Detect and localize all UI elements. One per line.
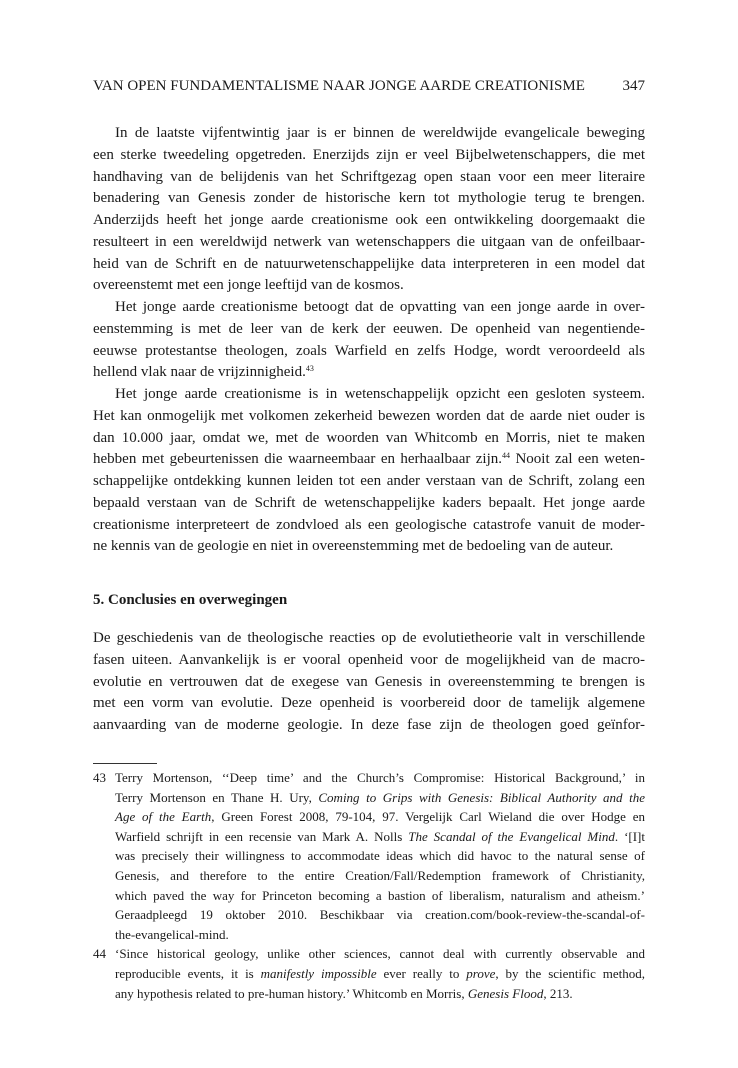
footnote-reference[interactable]: 43 bbox=[305, 364, 314, 374]
text-line bbox=[115, 886, 645, 906]
text-run: aanvaarding van de moderne geologie. In deze fase zijn de theologen goed geïnfor- bbox=[93, 717, 645, 733]
text-run: In de laatste vijfentwintig jaar is er binnen de wereldwijde evangelicale beweging bbox=[115, 125, 645, 141]
paragraph bbox=[93, 628, 645, 737]
text-line bbox=[93, 715, 645, 737]
text-line bbox=[93, 275, 645, 297]
text-line bbox=[115, 964, 645, 984]
section-heading: 5. Conclusies en overwegingen bbox=[93, 592, 288, 608]
italic-text: Coming to Grips with Genesis: Biblical Authority and the bbox=[318, 789, 645, 805]
running-title: VAN OPEN FUNDAMENTALISME NAAR JONGE AARDE CREATIONISME bbox=[93, 78, 585, 94]
text-line bbox=[93, 210, 645, 232]
footnote-number: 44 bbox=[93, 946, 106, 962]
text-line bbox=[93, 319, 645, 341]
text-run: , Green Forest 2008, 79-104, 97. Vergelijk Carl Wieland die over Hodge en bbox=[211, 809, 645, 825]
text-run: Warfield schrijft in een recensie van Mark A. Nolls bbox=[115, 828, 409, 844]
text-run: eeuwse protestantse theologen, zoals Warfield en zelfs Hodge, wordt veroordeeld als bbox=[93, 342, 645, 359]
text-run: benadering van Genesis zonder de historische kern tot mythologie terug te brengen. bbox=[93, 190, 645, 207]
paragraph bbox=[93, 384, 645, 558]
text-run: reproducible events, it is bbox=[115, 965, 261, 981]
body-text-continued bbox=[93, 628, 645, 737]
text-line bbox=[115, 905, 645, 925]
text-run: handhaving van de belijdenis van het Schriftgezag open staan voor een meer literaire bbox=[93, 168, 645, 185]
text-run: Het kan onmogelijk met volkomen zekerheid bewezen worden dat de aarde niet ouder is bbox=[93, 407, 645, 424]
text-line bbox=[93, 123, 645, 145]
text-line bbox=[93, 515, 645, 537]
text-run: creationisme interpreteert de zondvloed als een geologische catastrofe vanuit de moder- bbox=[93, 516, 645, 533]
text-run: the-evangelical-mind. bbox=[115, 926, 229, 942]
text-line bbox=[93, 693, 645, 715]
footnote-reference[interactable]: 44 bbox=[502, 451, 511, 461]
footnote-number: 43 bbox=[93, 770, 106, 785]
text-line bbox=[93, 672, 645, 694]
text-line bbox=[93, 145, 645, 167]
text-line bbox=[93, 650, 645, 672]
footnote-divider bbox=[93, 763, 157, 764]
italic-text: prove bbox=[466, 965, 496, 981]
text-run: een sterke tweedeling opgetreden. Enerzijds zijn er veel Bijbelwetenschappers, die met bbox=[93, 146, 645, 163]
italic-text: Genesis Flood bbox=[467, 985, 544, 1001]
text-line bbox=[115, 866, 645, 886]
text-line bbox=[115, 944, 645, 964]
text-line bbox=[93, 232, 645, 254]
footnote bbox=[93, 944, 645, 1003]
text-line bbox=[93, 188, 645, 210]
text-run: bepaald verstaan van de Schrift de wetenschappelijke kaders bepaalt. Het jonge aarde bbox=[93, 494, 645, 511]
text-line bbox=[93, 471, 645, 493]
text-run: overeenstemt met een jonge leeftijd van de kosmos. bbox=[93, 277, 404, 294]
text-line bbox=[93, 406, 645, 428]
text-run: met een vorm van evolutie. Deze openheid is voorbereid door de tamelijk algemene bbox=[93, 695, 645, 712]
text-run: Het jonge aarde creationisme betoogt dat de opvatting van een jonge aarde in over- bbox=[115, 299, 645, 315]
page-number: 347 bbox=[622, 78, 645, 94]
text-line bbox=[115, 768, 645, 788]
text-line bbox=[115, 807, 645, 827]
text-run: heid van de Schrift en de natuurwetenschappelijke data interpreteren in een model dat bbox=[93, 255, 645, 272]
body-text bbox=[93, 123, 645, 558]
text-line bbox=[115, 788, 645, 808]
text-line bbox=[93, 536, 645, 558]
text-run: Terry Mortenson en Thane H. Ury, bbox=[115, 789, 319, 805]
text-line bbox=[93, 297, 645, 319]
text-run: Anderzijds heeft het jonge aarde creationisme ook een ontwikkeling doorgemaakt die bbox=[93, 212, 645, 228]
text-run: Terry Mortenson, ‘‘Deep time’ and the Church’s Compromise: Historical Background,’ in bbox=[115, 770, 645, 785]
text-run: any hypothesis related to pre-human history.’ Whitcomb en Morris, bbox=[115, 985, 468, 1001]
text-line bbox=[93, 449, 645, 471]
text-line bbox=[93, 362, 645, 384]
text-line bbox=[115, 925, 645, 945]
paragraph bbox=[93, 297, 645, 384]
text-run: , 213. bbox=[543, 985, 573, 1001]
footnotes bbox=[93, 768, 645, 1003]
text-run: ne kennis van de geologie en niet in overeenstemming met de bedoeling van de auteur. bbox=[93, 538, 614, 555]
text-line bbox=[93, 493, 645, 515]
text-line bbox=[93, 254, 645, 276]
text-line bbox=[93, 628, 645, 650]
text-line bbox=[93, 428, 645, 450]
text-line bbox=[115, 846, 645, 866]
text-run: dan 10.000 jaar, omdat we, met de woorden van Whitcomb en Morris, niet te maken bbox=[93, 429, 645, 446]
text-run: eenstemming is met de leer van de kerk der eeuwen. De openheid van negentiende- bbox=[93, 320, 645, 337]
text-run: Genesis, and therefore to the entire Creation/Fall/Redemption framework of Christianity, bbox=[115, 867, 645, 883]
italic-text: manifestly impossible bbox=[260, 965, 377, 981]
italic-text: Age of the Earth bbox=[115, 809, 212, 825]
text-run: Nooit zal een weten- bbox=[510, 451, 645, 468]
text-line bbox=[93, 167, 645, 189]
text-line bbox=[115, 827, 645, 847]
paragraph bbox=[93, 123, 645, 297]
text-run: , by the scientific method, bbox=[495, 965, 645, 981]
text-run: ‘Since historical geology, unlike other sciences, cannot deal with currently observable and bbox=[115, 946, 645, 962]
text-run: hebben met gebeurtenissen die waarneembaar en herhaalbaar zijn. bbox=[93, 451, 503, 468]
text-run: Geraadpleegd 19 oktober 2010. Beschikbaar via creation.com/book-review-the-scandal-of- bbox=[115, 907, 645, 923]
text-line bbox=[93, 341, 645, 363]
text-line bbox=[115, 984, 645, 1004]
italic-text: The Scandal of the Evangelical Mind bbox=[408, 828, 615, 844]
text-run: which paved the way for Princeton becoming a bastion of liberalism, naturalism and atheism.’ bbox=[115, 887, 645, 903]
text-run: evolutie en vertrouwen dat de exegese van Genesis in overeenstemming te brengen is bbox=[93, 673, 645, 690]
text-run: . ‘[I]t bbox=[614, 828, 645, 844]
running-header bbox=[93, 78, 645, 95]
text-run: schappelijke ontdekking kunnen leiden tot een ander verstaan van de Schrift, zolang een bbox=[93, 473, 645, 489]
text-run: ever really to bbox=[376, 965, 467, 981]
text-line bbox=[93, 384, 645, 406]
footnote bbox=[93, 768, 645, 944]
text-run: fasen uiteen. Aanvankelijk is er vooral openheid voor de mogelijkheid van de macro- bbox=[93, 651, 645, 668]
text-run: was precisely their willingness to accommodate ideas which did havoc to the natural sense of bbox=[115, 848, 645, 864]
text-run: hellend vlak naar de vrijzinnigheid. bbox=[93, 364, 306, 381]
text-run: Het jonge aarde creationisme is in wetenschappelijk opzicht een gesloten systeem. bbox=[115, 386, 645, 402]
text-run: resulteert in een wereldwijd netwerk van wetenschappers die uitgaan van de onfeilbaar- bbox=[93, 233, 645, 250]
text-run: De geschiedenis van de theologische reacties op de evolutietheorie valt in verschillende bbox=[93, 630, 645, 646]
